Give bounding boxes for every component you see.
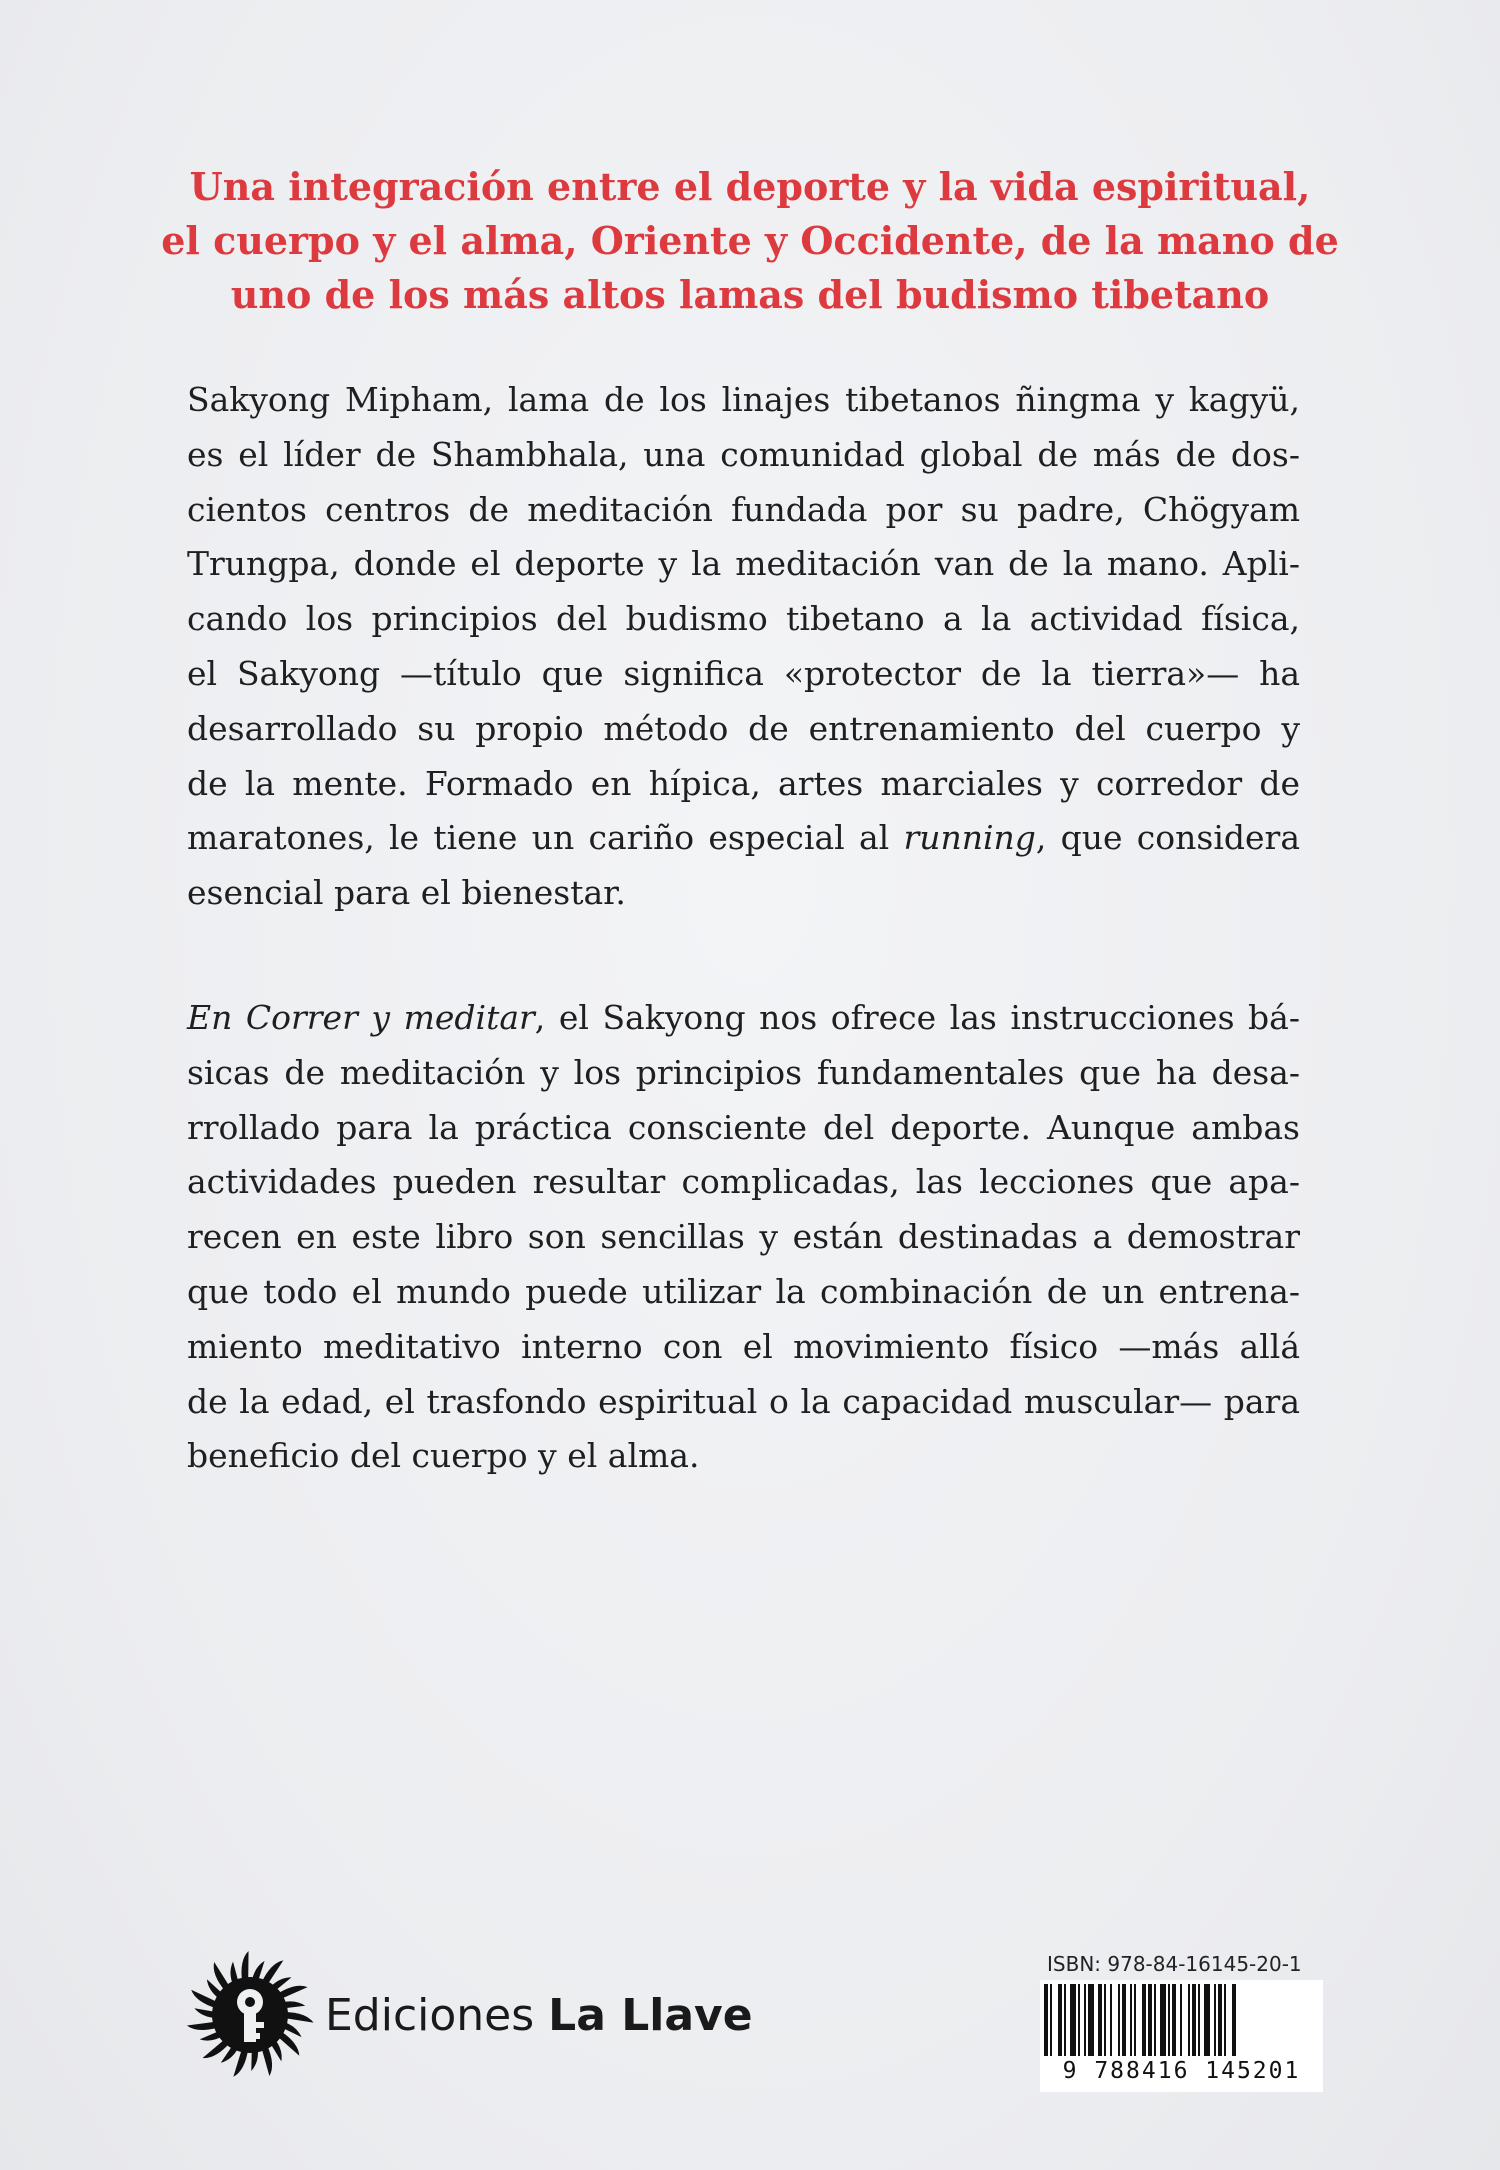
- barcode-bar: [1118, 1984, 1120, 2056]
- description-paragraph-2: [187, 991, 1300, 1484]
- barcode-bar: [1232, 1984, 1236, 2056]
- barcode-bar: [1160, 1984, 1166, 2056]
- barcode-bar: [1064, 1984, 1066, 2056]
- book-title: En Correr y meditar: [187, 998, 535, 1037]
- publisher-name: [325, 1990, 753, 2041]
- barcode-bar: [1154, 1984, 1156, 2056]
- text-line: recen en este libro son sencillas y están destinadas a demostrar: [187, 1217, 1300, 1257]
- text-line: desarrollado su propio método de entrenamiento del cuerpo y: [187, 708, 1300, 748]
- barcode-bar: [1130, 1984, 1132, 2056]
- barcode-bar: [1110, 1984, 1112, 2056]
- barcode-bars: [1040, 1980, 1323, 2060]
- text-line: [187, 991, 1300, 1046]
- text-line: de la edad, el trasfondo espiritual o la capacidad muscular— para: [187, 1381, 1300, 1421]
- barcode-bar: [1044, 1984, 1048, 2056]
- tagline-line: Una integración entre el deporte y la vida espiritual,: [189, 164, 1311, 209]
- barcode-bar: [1084, 1984, 1086, 2056]
- text-run: , el Sakyong nos ofrece las instrucciones bá-: [534, 998, 1301, 1037]
- barcode-bar: [1148, 1984, 1152, 2056]
- barcode-bar: [1070, 1984, 1076, 2056]
- text-line: el Sakyong —título que significa «protector de la tierra»— ha: [187, 653, 1300, 693]
- barcode-digits: 9 788416 145201: [1062, 2058, 1301, 2084]
- tagline-line: el cuerpo y el alma, Oriente y Occidente, de la mano de: [161, 218, 1339, 263]
- description-paragraph-1: [187, 373, 1300, 921]
- barcode-bar: [1172, 1984, 1176, 2056]
- barcode-bar: [1214, 1984, 1216, 2056]
- text-line: beneficio del cuerpo y el alma.: [187, 1436, 700, 1476]
- text-line: que todo el mundo puede utilizar la combinación de un entrena-: [187, 1271, 1300, 1311]
- barcode-bar: [1142, 1984, 1146, 2056]
- publisher-name-bold: La Llave: [548, 1989, 753, 2041]
- barcode-bar: [1098, 1984, 1102, 2056]
- text-run: maratones, le tiene un cariño especial al: [187, 818, 904, 858]
- text-line: Trungpa, donde el deporte y la meditación van de la mano. Apli-: [187, 544, 1300, 584]
- italic-term: running: [903, 818, 1036, 858]
- barcode-bar: [1218, 1984, 1222, 2056]
- text-line: es el líder de Shambhala, una comunidad global de más de dos-: [187, 434, 1300, 474]
- text-line: sicas de meditación y los principios fundamentales que ha desa-: [187, 1052, 1300, 1092]
- barcode-bar: [1058, 1984, 1062, 2056]
- barcode-bar: [1078, 1984, 1080, 2056]
- text-line: rrollado para la práctica consciente del deporte. Aunque ambas: [187, 1107, 1300, 1147]
- barcode-bar: [1088, 1984, 1094, 2056]
- sun-key-icon: [185, 1950, 315, 2080]
- barcode-bar: [1168, 1984, 1170, 2056]
- publisher-name-regular: Ediciones: [325, 1989, 535, 2041]
- text-line: cando los principios del budismo tibetano a la actividad física,: [187, 599, 1300, 639]
- text-line: miento meditativo interno con el movimiento físico —más allá: [187, 1326, 1300, 1366]
- barcode-bar: [1104, 1984, 1106, 2056]
- barcode-bar: [1134, 1984, 1136, 2056]
- text-run: , que considera: [1035, 818, 1300, 858]
- sun-ray: [284, 2012, 314, 2023]
- text-line: de la mente. Formado en hípica, artes marciales y corredor de: [187, 763, 1300, 803]
- tagline: [150, 160, 1350, 322]
- barcode-bar: [1204, 1984, 1210, 2056]
- barcode-bar: [1192, 1984, 1196, 2056]
- isbn-label: ISBN: 978-84-16145-20-1: [1047, 1952, 1302, 1976]
- barcode-bar: [1122, 1984, 1126, 2056]
- barcode-bar: [1198, 1984, 1200, 2056]
- publisher-logo: [185, 1950, 753, 2080]
- barcode-bar: [1224, 1984, 1226, 2056]
- text-line: esencial para el bienestar.: [187, 873, 626, 913]
- barcode-bar: [1188, 1984, 1190, 2056]
- text-line: Sakyong Mipham, lama de los linajes tibetanos ñingma y kagyü,: [187, 380, 1300, 419]
- barcode-bar: [1050, 1984, 1052, 2056]
- text-line: actividades pueden resultar complicadas, las lecciones que apa-: [187, 1162, 1300, 1202]
- tagline-line: uno de los más altos lamas del budismo tibetano: [230, 272, 1270, 317]
- text-line: cientos centros de meditación fundada por su padre, Chögyam: [187, 489, 1300, 529]
- barcode-bar: [1180, 1984, 1182, 2056]
- text-line: [187, 811, 1300, 866]
